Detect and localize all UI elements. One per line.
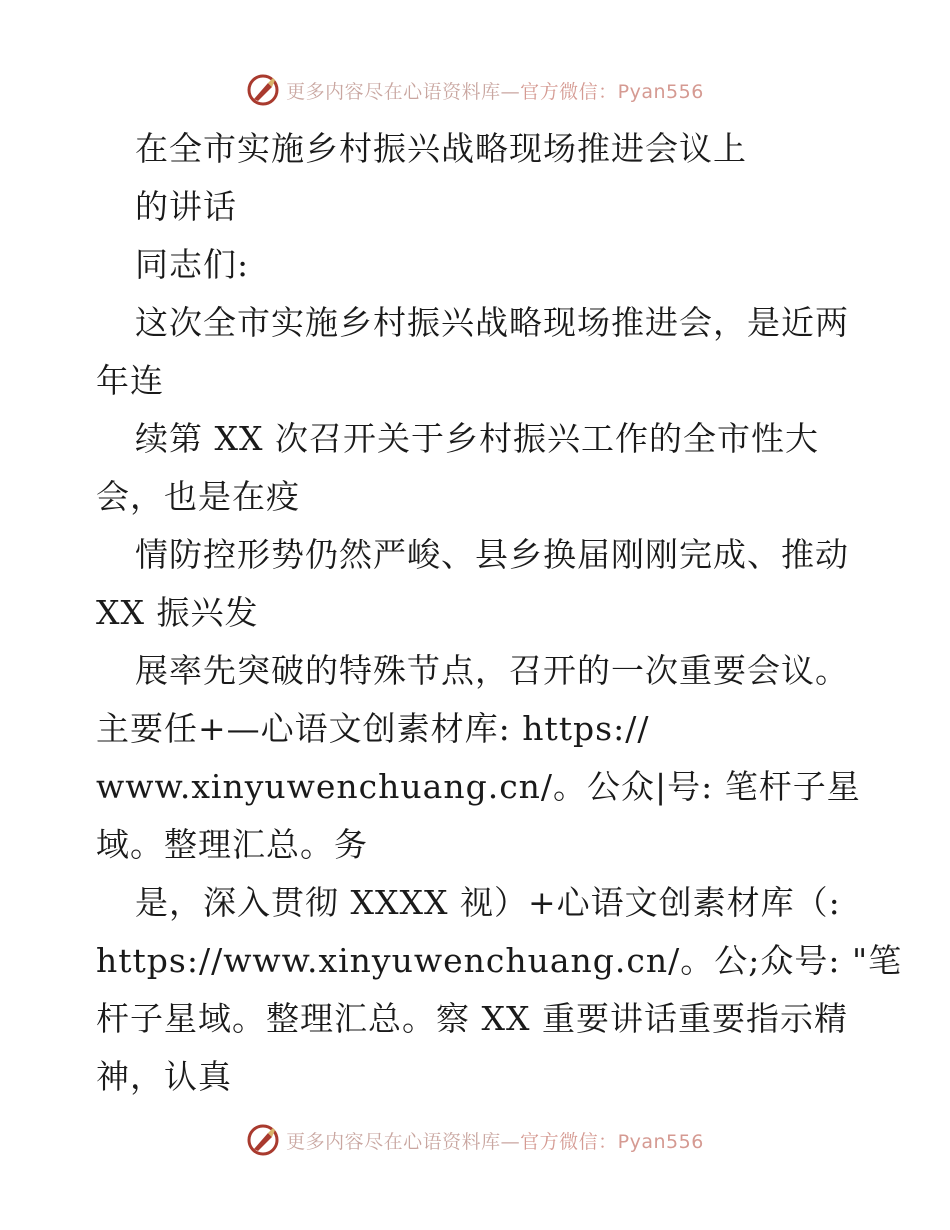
paragraph-line: 年连 (96, 361, 164, 400)
paragraph-line: 域。整理汇总。务 (96, 825, 368, 864)
paragraph-line: 续第 XX 次召开关于乡村振兴工作的全市性大 (135, 419, 819, 458)
paragraph-line: XX 振兴发 (96, 593, 259, 632)
watermark-text: 更多内容尽在心语资料库— (286, 1130, 521, 1153)
paragraph-line: www.xinyuwenchuang.cn/。公众|号: 笔杆子星 (96, 767, 861, 806)
paragraph-line: 杆子星域。整理汇总。察 XX 重要讲话重要指示精 (96, 999, 848, 1038)
pen-logo-icon (246, 1123, 280, 1157)
paragraph-line: 会，也是在疫 (96, 477, 300, 516)
watermark-wechat: 官方微信：Pyan556 (520, 1130, 704, 1153)
paragraph-line: 展率先突破的特殊节点，召开的一次重要会议。 (135, 651, 849, 690)
paragraph-line: 神，认真 (96, 1057, 232, 1096)
page-footer-watermark (0, 1120, 950, 1160)
paragraph-line: 是，深入贯彻 XXXX 视）+心语文创素材库（: (135, 883, 841, 922)
paragraph-line: 这次全市实施乡村振兴战略现场推进会，是近两 (135, 303, 849, 342)
salutation: 同志们: (135, 245, 250, 284)
paragraph-line: 情防控形势仍然严峻、县乡换届刚刚完成、推动 (135, 535, 849, 574)
document-body (96, 120, 903, 1106)
paragraph-line: 主要任+—心语文创素材库: https:// (96, 709, 650, 748)
pen-logo-icon (246, 73, 280, 107)
watermark-wechat: 官方微信：Pyan556 (520, 80, 704, 103)
page-header-watermark (0, 70, 950, 110)
watermark-text: 更多内容尽在心语资料库— (286, 80, 521, 103)
title-line-1: 在全市实施乡村振兴战略现场推进会议上 (135, 129, 747, 168)
paragraph-line: https://www.xinyuwenchuang.cn/。公;众号: "笔 (96, 941, 903, 980)
title-line-2: 的讲话 (135, 187, 237, 226)
